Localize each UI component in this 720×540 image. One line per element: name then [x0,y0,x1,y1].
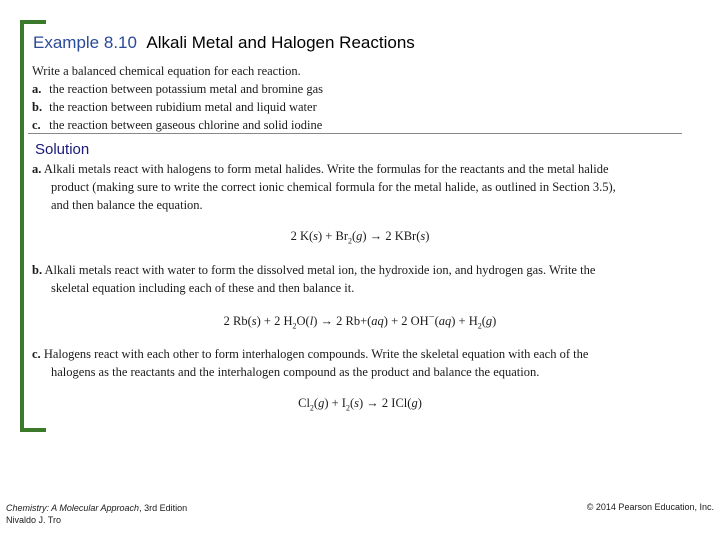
equation-a: 2 $K(s) + Br_2(g) \to 2$ KBr(s) [290,229,430,246]
problem-statement [32,62,323,134]
solution-c-line2: halogens as the reactants and the interhalogen compound as the product and balance the equation. [51,365,540,379]
problem-item-b: b. the reaction between rubidium metal and liquid water [32,100,317,114]
solution-b-line2: skeletal equation including each of these and then balance it. [51,281,355,295]
solution-b-label: b. [32,263,43,277]
solution-a-line1: Alkali metals react with halogens to form metal halides. Write the formulas for the reactants and the metal halide [43,162,609,176]
equation-b: 2 Rb(s) + 2 $H_2O(l) \to 2$ Rb+(aq) + 2 $OH^-(aq) + H_2(g)$ [223,312,497,331]
problem-item-c: c. the reaction between gaseous chlorine and solid iodine [32,118,323,132]
solution-a-line2: product (making sure to write the correct ionic chemical formula for the metal halide, as outlined in Section 3.5), [51,180,616,194]
problem-intro: Write a balanced chemical equation for each reaction. [32,64,301,78]
solution-c-label: c. [32,347,41,361]
bracket-bottom [20,428,46,432]
slide-title [33,33,415,53]
solution-a-label: a. [32,162,42,176]
book-edition: , 3rd Edition [139,503,188,513]
problem-item-a: a. the reaction between potassium metal and bromine gas [32,82,323,96]
solution-b-line1: Alkali metals react with water to form the dissolved metal ion, the hydroxide ion, and hydrogen gas. Write the [44,263,596,277]
solution-heading: Solution [35,141,90,158]
bracket-top [20,20,46,24]
solution-a-line3: and then balance the equation. [51,198,203,212]
example-number: Example 8.10 [33,33,137,52]
author: Nivaldo J. Tro [6,515,62,525]
footer-citation [6,502,187,526]
book-title: Chemistry: A Molecular Approach [6,503,140,513]
left-bracket [20,20,28,432]
solution-b [32,261,692,297]
divider [28,133,682,134]
equation-c: $Cl_2(g) + I_2(s) \to 2$ ICl(g) [298,396,422,413]
solution-c-line1: Halogens react with each other to form interhalogen compounds. Write the skeletal equation with each of the [43,347,589,361]
copyright: © 2014 Pearson Education, Inc. [586,502,714,512]
solution-c [32,345,692,381]
solution-a [32,160,692,214]
example-title: Alkali Metal and Halogen Reactions [146,33,415,52]
